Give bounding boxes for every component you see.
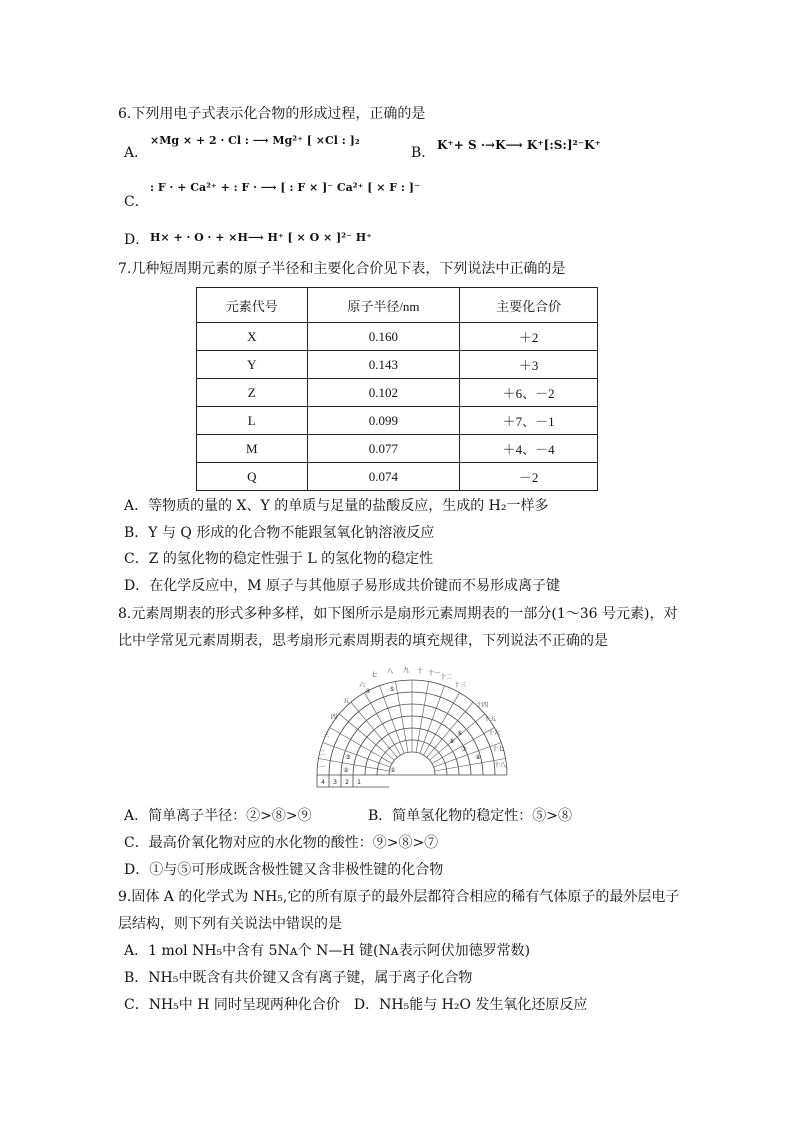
fan-spoke-line <box>424 693 463 755</box>
q9-stem-line2: 层结构，则下列有关说法中错误的是 <box>118 916 342 932</box>
table-cell: Z <box>197 379 308 407</box>
fan-spoke-line <box>323 743 391 768</box>
fan-spoke-line <box>420 686 445 754</box>
fan-spoke-line <box>380 686 405 754</box>
element-table <box>196 287 598 491</box>
period-label-1: 1 <box>357 779 361 786</box>
q7-option-a: A．等物质的量的 X、Y 的单质与足量的盐酸反应，生成的 H₂一样多 <box>124 498 549 514</box>
q6-option-a-label: A． <box>124 145 149 161</box>
table-row <box>197 351 598 379</box>
table-cell: 0.160 <box>307 323 460 351</box>
q6-option-c-label: C． <box>124 194 149 210</box>
header-cell: 主要化合价 <box>460 288 598 323</box>
element-marker-9: ⑨ <box>475 754 481 761</box>
q6-option-a-formula: ×Mg × + 2 · Cl : ⟶ Mg²⁺ [ ×Cl : ]₂ <box>150 134 360 147</box>
table-row <box>197 379 598 407</box>
header-cell: 原子半径/nm <box>307 288 460 323</box>
element-marker-2: ② <box>343 767 349 774</box>
group-label-seven: 七 <box>370 672 378 679</box>
table-cell: M <box>197 435 308 463</box>
element-marker-7: ⑦ <box>461 746 467 753</box>
element-marker-6: ⑥ <box>457 730 463 737</box>
table-cell: Q <box>197 463 308 491</box>
group-label-twelve: 十二 <box>439 674 453 681</box>
element-marker-3: ③ <box>345 754 351 761</box>
table-cell: 0.099 <box>307 407 460 435</box>
table-cell: ＋3 <box>460 351 598 379</box>
q7-option-b: B．Y 与 Q 形成的化合物不能跟氢氧化钠溶液反应 <box>124 525 435 541</box>
table-cell: ＋2 <box>460 323 598 351</box>
q9-option-a: A．1 mol NH₅中含有 5Nᴀ个 N—H 键(Nᴀ表示阿伏加德罗常数) <box>124 943 531 959</box>
q6-option-b-label: B． <box>411 145 436 161</box>
q6-option-d-formula: H× + · O · + ×H⟶ H⁺ [ × O × ]²⁻ H⁺ <box>150 231 372 244</box>
fan-spoke-line <box>330 728 392 764</box>
group-label-fourteen: 十四 <box>475 702 489 709</box>
q7-stem: 7.几种短周期元素的原子半径和主要化合价见下表，下列说法中正确的是 <box>118 261 566 277</box>
table-row <box>197 323 598 351</box>
q8-option-d: D．①与⑤可形成既含极性键又含非极性键的化合物 <box>124 862 444 878</box>
q9-option-cd: C．NH₅中 H 同时呈现两种化合价 D．NH₅能与 H₂O 发生氧化还原反应 <box>124 997 588 1013</box>
table-cell: X <box>197 323 308 351</box>
table-row <box>197 435 598 463</box>
table-cell: 0.074 <box>307 463 460 491</box>
q8-stem-line2: 比中学常见元素周期表，思考扇形元素周期表的填充规律，下列说法不正确的是 <box>118 633 608 649</box>
group-label-six: 六 <box>358 682 366 689</box>
group-label-four: 四 <box>330 714 338 721</box>
q8-option-b: B．简单氢化物的稳定性：⑤>⑧ <box>368 808 573 824</box>
table-cell: ＋6、－2 <box>460 379 598 407</box>
q7-option-c: C．Z 的氢化物的稳定性强于 L 的氢化物的稳定性 <box>124 551 434 567</box>
group-label-nine: 九 <box>402 667 410 674</box>
q6-option-d-label: D． <box>124 232 150 248</box>
q8-option-a: A．简单离子半径：②>⑧>⑨ <box>124 808 312 824</box>
group-label-two: 二 <box>318 750 326 757</box>
table-cell: ＋7、－1 <box>460 407 598 435</box>
group-label-three: 三 <box>322 732 330 739</box>
group-label-sixteen: 十六 <box>487 730 501 737</box>
table-row <box>197 407 598 435</box>
group-label-eight: 八 <box>386 668 394 675</box>
q7-option-d: D．在化学反应中，M 原子与其他原子易形成共价键而不易形成离子键 <box>124 578 561 594</box>
element-marker-4: ④ <box>365 688 371 695</box>
table-cell: 0.143 <box>307 351 460 379</box>
group-label-one: 一 <box>318 764 326 771</box>
fan-spoke-line <box>365 693 401 755</box>
period-label-3: 3 <box>333 779 337 786</box>
table-cell: ＋4、－4 <box>460 435 598 463</box>
q9-stem-line1: 9.固体 A 的化学式为 NH₅,它的所有原子的最外层都符合相应的稀有气体原子的最外层电子 <box>118 889 680 905</box>
group-label-eighteen: 十八 <box>493 762 507 769</box>
group-label-ten: 十 <box>416 668 424 675</box>
q6-stem: 6.下列用电子式表示化合物的形成过程，正确的是 <box>118 106 426 122</box>
q9-option-b: B．NH₅中既含有共价键又含有离子键，属于离子化合物 <box>124 970 473 986</box>
element-marker-8: ⑧ <box>449 738 455 745</box>
group-label-five: 五 <box>342 698 350 705</box>
header-cell: 元素代号 <box>197 288 308 323</box>
group-label-fifteen: 十五 <box>483 716 497 723</box>
q8-option-c: C．最高价氧化物对应的水化物的酸性：⑨>⑧>⑦ <box>124 835 439 851</box>
element-marker-5: ⑤ <box>389 686 395 693</box>
fan-periodic-table <box>312 663 512 795</box>
table-header-row <box>197 288 598 323</box>
table-cell: L <box>197 407 308 435</box>
period-label-2: 2 <box>345 779 349 786</box>
table-cell: 0.077 <box>307 435 460 463</box>
table-cell: Y <box>197 351 308 379</box>
element-marker-1: ① <box>390 767 396 774</box>
q8-stem-line1: 8.元素周期表的形式多种多样，如下图所示是扇形元素周期表的一部分(1～36 号元素)，对 <box>118 606 678 622</box>
q6-option-c-formula: : F · + Ca²⁺ + : F · ⟶ [ : F × ]⁻ Ca²⁺ [ × F : ]⁻ <box>150 181 420 194</box>
period-label-4: 4 <box>321 779 325 786</box>
table-row <box>197 463 598 491</box>
table-cell: 0.102 <box>307 379 460 407</box>
group-label-seventeen: 十七 <box>491 746 505 753</box>
group-label-eleven: 十一 <box>427 670 441 677</box>
group-label-thirteen: 十三 <box>453 682 467 689</box>
table-cell: －2 <box>460 463 598 491</box>
q6-option-b-formula: K⁺+ S ·→K⟶ K⁺[:S:]²⁻K⁺ <box>437 138 601 152</box>
